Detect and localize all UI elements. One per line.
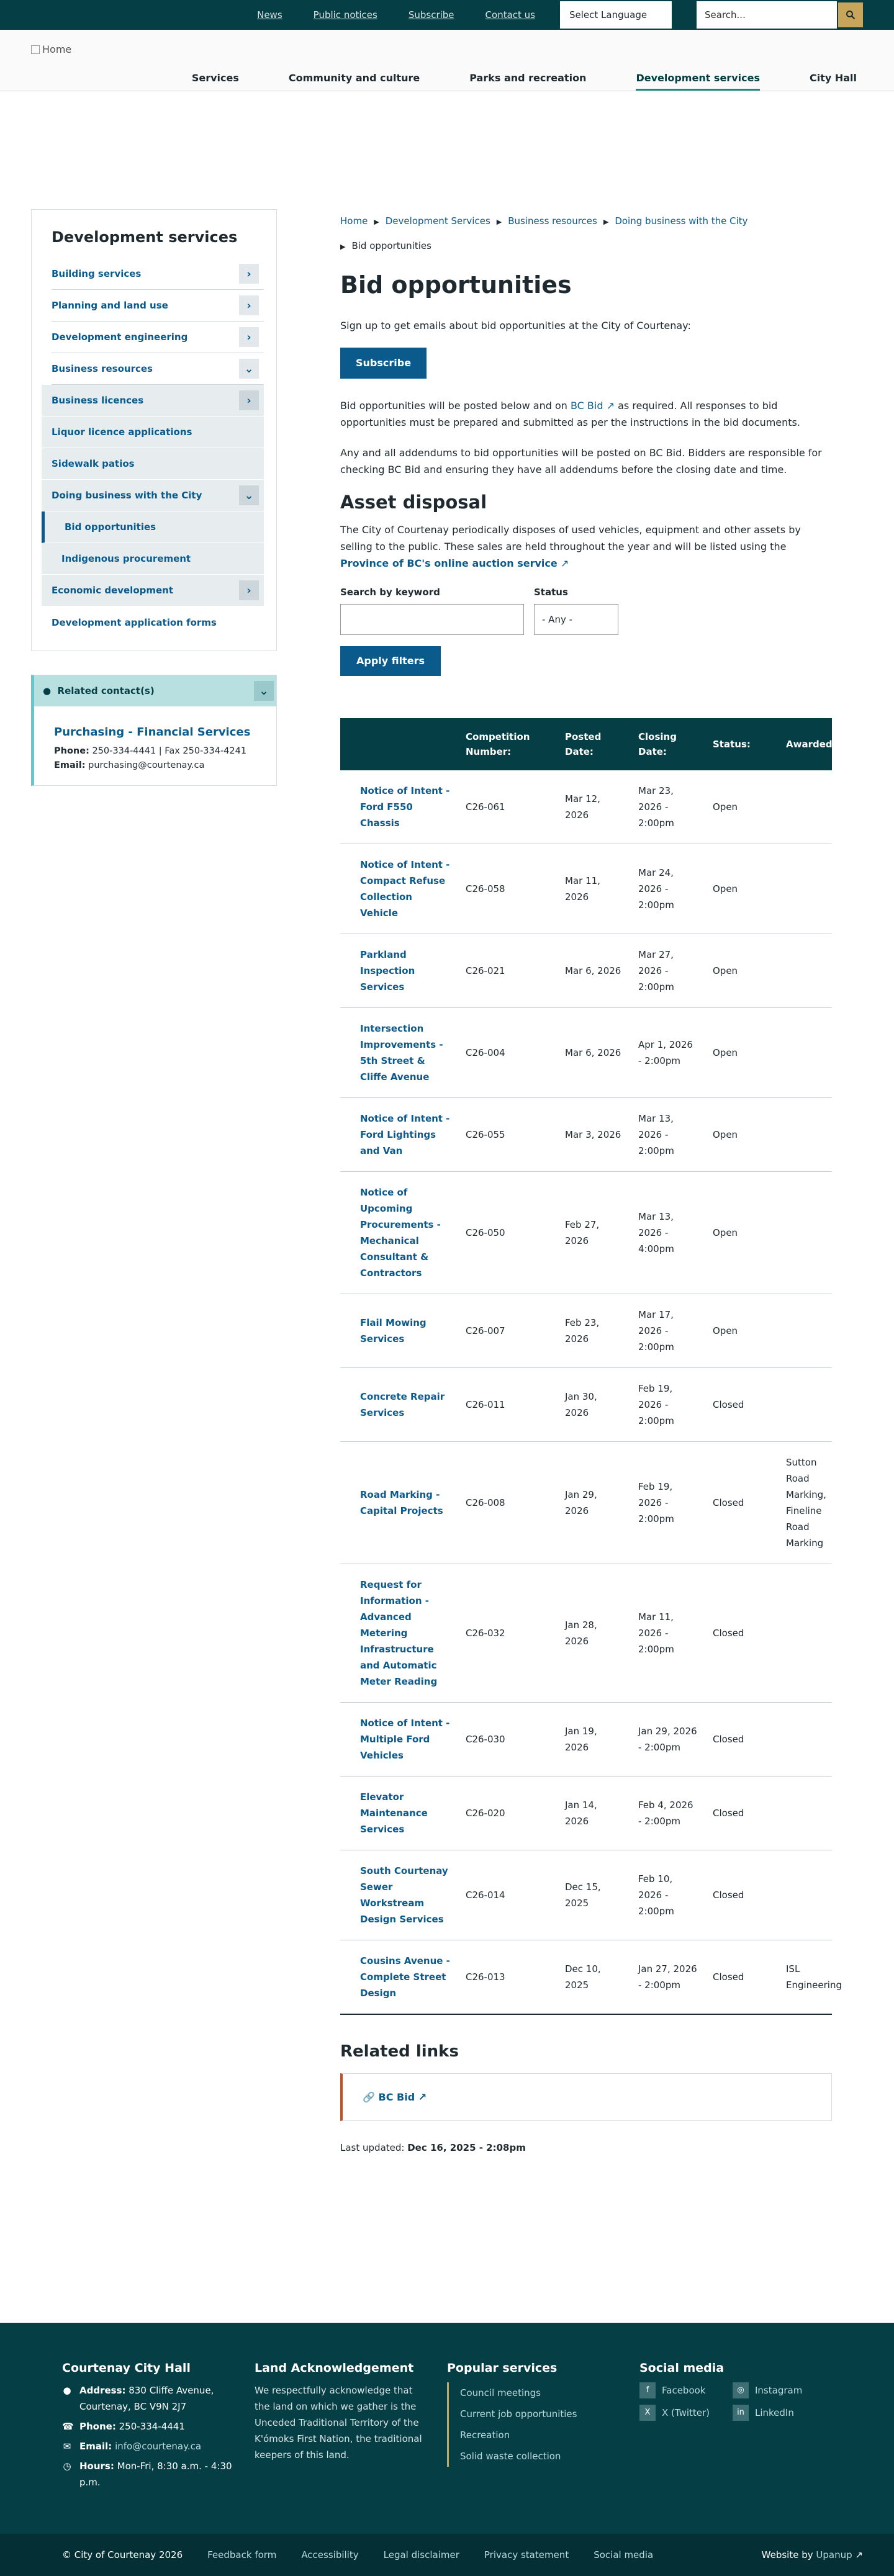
bid-title-link[interactable]: Elevator Maintenance Services	[340, 1777, 458, 1850]
table-cell	[779, 1850, 832, 1940]
table-cell: C26-008	[458, 1442, 558, 1564]
page-title: Bid opportunities	[340, 271, 572, 299]
last-updated	[340, 2142, 832, 2153]
instagram-icon: ◎	[733, 2382, 749, 2398]
bc-bid-link[interactable]: BC Bid	[570, 400, 603, 412]
link-icon: 🔗	[363, 2091, 375, 2103]
sidebar-item-planning[interactable]	[52, 290, 264, 322]
footer-heading: Popular services	[447, 2361, 558, 2375]
table-cell: C26-020	[458, 1777, 558, 1850]
phone-label: Phone:	[54, 746, 89, 756]
table-cell: Mar 12, 2026	[558, 770, 631, 844]
phone-label: Phone:	[79, 2421, 116, 2432]
table-cell: Open	[705, 1008, 779, 1098]
updated-label: Last updated:	[340, 2142, 405, 2153]
chevron-down-icon[interactable]: ⌄	[239, 359, 259, 379]
x-icon: X	[639, 2405, 656, 2421]
table-cell	[779, 844, 832, 934]
column-header	[340, 718, 458, 770]
external-link-icon: ↗	[560, 557, 569, 569]
table-row	[340, 1368, 832, 1442]
sidebar-item-patios[interactable]	[42, 448, 264, 480]
bid-title-link[interactable]: Notice of Upcoming Procurements - Mechanical Consultant & Contractors	[340, 1172, 458, 1294]
feedback-link[interactable]: Feedback form	[207, 2549, 277, 2560]
related-links-box	[340, 2073, 832, 2121]
table-cell: C26-021	[458, 934, 558, 1008]
table-cell: Closed	[705, 1940, 779, 2015]
column-header: Closing Date:	[631, 718, 705, 770]
asset-title: Asset disposal	[340, 492, 487, 513]
accessibility-link[interactable]: Accessibility	[301, 2549, 359, 2560]
contact-name: Purchasing - Financial Services	[54, 726, 251, 739]
bid-title-link[interactable]: Notice of Intent - Multiple Ford Vehicles	[340, 1703, 458, 1777]
table-cell	[779, 1172, 832, 1294]
table-cell: Dec 15, 2025	[558, 1850, 631, 1940]
table-cell: Mar 6, 2026	[558, 934, 631, 1008]
sidebar-item-label: Planning and land use	[52, 300, 168, 311]
social-media-link[interactable]: Social media	[594, 2549, 654, 2560]
table-cell	[779, 1008, 832, 1098]
table-cell	[779, 1294, 832, 1368]
table-cell: Open	[705, 1294, 779, 1368]
public-notices-link[interactable]: Public notices	[313, 9, 377, 20]
contact-phone: 250-334-4441 | Fax 250-334-4241	[92, 746, 247, 756]
text: The City of Courtenay periodically disposes of used vehicles, equipment and other assets by selling to the public. These sales are held throughout the year and will be listed using the	[340, 524, 801, 552]
table-cell: Open	[705, 934, 779, 1008]
sidebar-item-liquor[interactable]	[42, 417, 264, 448]
main-content	[340, 209, 842, 2153]
table-cell: Jan 30, 2026	[558, 1368, 631, 1442]
table-cell: Feb 10, 2026 - 2:00pm	[631, 1850, 705, 1940]
logo-alt-text: Home	[42, 43, 72, 55]
bid-title-link[interactable]: Parkland Inspection Services	[340, 934, 458, 1008]
table-cell: Mar 13, 2026 - 2:00pm	[631, 1098, 705, 1172]
chevron-right-icon[interactable]: ›	[239, 580, 259, 600]
table-cell: Feb 4, 2026 - 2:00pm	[631, 1777, 705, 1850]
column-header: Awarded	[779, 718, 832, 770]
sidebar-item-engineering[interactable]	[52, 322, 264, 353]
bid-title-link[interactable]: Road Marking - Capital Projects	[340, 1442, 458, 1564]
related-title: Related contact(s)	[57, 685, 155, 696]
privacy-link[interactable]: Privacy statement	[484, 2549, 569, 2560]
table-cell: C26-032	[458, 1564, 558, 1703]
bid-title-link[interactable]: South Courtenay Sewer Workstream Design Services	[340, 1850, 458, 1940]
legal-link[interactable]: Legal disclaimer	[383, 2549, 459, 2560]
sidebar-item-label: Indigenous procurement	[61, 553, 191, 564]
website-credit	[762, 2549, 863, 2560]
sidebar-item-label: Economic development	[52, 585, 174, 596]
column-header: Status:	[705, 718, 779, 770]
table-row	[340, 770, 832, 844]
bid-title-link[interactable]: Cousins Avenue - Complete Street Design	[340, 1940, 458, 2015]
table-cell: Mar 24, 2026 - 2:00pm	[631, 844, 705, 934]
table-cell: Closed	[705, 1850, 779, 1940]
person-icon: ●	[43, 685, 52, 696]
sidebar-item-indigenous[interactable]	[42, 543, 264, 575]
search-input[interactable]: Search...	[697, 1, 837, 29]
search-icon	[846, 10, 856, 20]
linkedin-icon: in	[733, 2405, 749, 2421]
home-logo[interactable]	[31, 43, 71, 55]
related-contacts-toggle[interactable]	[34, 675, 276, 706]
filter-form	[340, 587, 832, 635]
broken-image-icon	[31, 45, 40, 54]
nav-community-culture[interactable]: Community and culture	[288, 72, 420, 84]
footer-heading: Social media	[639, 2361, 725, 2375]
bid-paragraph	[340, 397, 832, 431]
breadcrumb: Home ▶ Development Services ▶ Business resources ▶ Doing business with the City ▶ Bid opportunities	[340, 215, 748, 251]
table-cell: Jan 27, 2026 - 2:00pm	[631, 1940, 705, 2015]
social-label[interactable]: Facebook	[662, 2385, 706, 2396]
table-row	[340, 1850, 832, 1940]
chevron-right-icon[interactable]: ›	[239, 295, 259, 315]
table-row	[340, 1703, 832, 1777]
table-cell: C26-007	[458, 1294, 558, 1368]
footer-land	[255, 2360, 447, 2494]
nav-parks-recreation[interactable]: Parks and recreation	[469, 72, 587, 84]
contact-card	[34, 706, 276, 785]
chevron-right-icon[interactable]: ›	[239, 264, 259, 284]
table-row	[340, 1564, 832, 1703]
footer-heading: Courtenay City Hall	[62, 2361, 191, 2375]
related-links-title: Related links	[340, 2042, 459, 2061]
chevron-right-icon[interactable]: ›	[239, 327, 259, 347]
upanup-link[interactable]: Upanup	[816, 2549, 852, 2560]
text: as required. All responses to bid opportunities must be prepared and submitted as per the instructions in the bid documents.	[340, 400, 800, 428]
column-header: Competition Number:	[458, 718, 558, 770]
table-row	[340, 1098, 832, 1172]
table-cell	[779, 934, 832, 1008]
table-cell: ISL Engineering	[779, 1940, 832, 2015]
table-cell: C26-055	[458, 1098, 558, 1172]
table-cell	[779, 770, 832, 844]
subscribe-button[interactable]: Subscribe	[340, 348, 427, 379]
sidebar-item-building[interactable]	[52, 258, 264, 290]
table-cell: Mar 11, 2026 - 2:00pm	[631, 1564, 705, 1703]
table-cell: Open	[705, 1098, 779, 1172]
table-cell: Jan 29, 2026	[558, 1442, 631, 1564]
social-label[interactable]: Instagram	[755, 2385, 803, 2396]
table-cell	[779, 1098, 832, 1172]
table-cell: Mar 13, 2026 - 4:00pm	[631, 1172, 705, 1294]
bid-title-link[interactable]: Notice of Intent - Ford Lightings and Van	[340, 1098, 458, 1172]
address-value: 830 Cliffe Avenue, Courtenay, BC V9N 2J7	[79, 2385, 214, 2412]
external-link-icon: ↗	[606, 400, 615, 412]
intro-text: Sign up to get emails about bid opportunities at the City of Courtenay:	[340, 320, 691, 331]
text: Bid opportunities will be posted below and on	[340, 400, 571, 412]
table-cell: C26-013	[458, 1940, 558, 2015]
table-cell: Apr 1, 2026 - 2:00pm	[631, 1008, 705, 1098]
table-cell	[779, 1564, 832, 1703]
jobs-link[interactable]: Current job opportunities	[447, 2403, 639, 2425]
chevron-down-icon[interactable]: ⌄	[239, 485, 259, 505]
updated-value: Dec 16, 2025 - 2:08pm	[407, 2142, 526, 2153]
bid-title-link[interactable]: Flail Mowing Services	[340, 1294, 458, 1368]
related-contacts	[31, 675, 277, 786]
council-meetings-link[interactable]: Council meetings	[447, 2382, 639, 2403]
table-row	[340, 1940, 832, 2015]
table-cell	[779, 1368, 832, 1442]
table-cell: Jan 28, 2026	[558, 1564, 631, 1703]
table-cell: C26-050	[458, 1172, 558, 1294]
table-row	[340, 1294, 832, 1368]
mail-icon: ✉	[63, 2441, 71, 2452]
table-row	[340, 1172, 832, 1294]
footer-email-link[interactable]: info@courtenay.ca	[115, 2441, 202, 2452]
table-cell: Feb 19, 2026 - 2:00pm	[631, 1442, 705, 1564]
sidebar-item-business-licences[interactable]	[42, 385, 264, 417]
table-cell: Mar 17, 2026 - 2:00pm	[631, 1294, 705, 1368]
status-label: Status	[534, 587, 568, 598]
table-cell: Closed	[705, 1564, 779, 1703]
table-cell: Mar 11, 2026	[558, 844, 631, 934]
sidebar-item-label: Development engineering	[52, 331, 188, 343]
table-cell: Feb 27, 2026	[558, 1172, 631, 1294]
table-cell: Mar 6, 2026	[558, 1008, 631, 1098]
social-label[interactable]: LinkedIn	[755, 2407, 794, 2418]
sidebar-item-forms[interactable]	[52, 606, 264, 638]
table-cell: Jan 14, 2026	[558, 1777, 631, 1850]
sidebar-item-label: Business resources	[52, 363, 153, 374]
address-label: Address:	[79, 2385, 126, 2396]
copyright: © City of Courtenay 2026	[62, 2549, 183, 2560]
phone-value: 250-334-4441	[119, 2421, 185, 2432]
contact-email[interactable]: purchasing@courtenay.ca	[88, 760, 205, 770]
table-row	[340, 934, 832, 1008]
external-link-icon: ↗	[418, 2091, 427, 2103]
nav-services[interactable]: Services	[191, 72, 239, 84]
table-cell: Mar 3, 2026	[558, 1098, 631, 1172]
social-label[interactable]: X (Twitter)	[662, 2407, 710, 2418]
external-link-icon: ↗	[855, 2549, 863, 2560]
table-row	[340, 1777, 832, 1850]
status-select[interactable]: - Any -	[534, 604, 618, 635]
land-text: We respectfully acknowledge that the land on which we gather is the Unceded Traditional Territory of the K'ómoks First Nation, the traditional keepers of this land.	[255, 2385, 422, 2461]
sidebar-item-label: Doing business with the City	[52, 490, 202, 501]
column-header: Posted Date:	[558, 718, 631, 770]
hours-label: Hours:	[79, 2461, 114, 2472]
utility-bar	[0, 0, 894, 30]
sidebar-item-label: Building services	[52, 268, 142, 279]
hours-value: Mon-Fri, 8:30 a.m. - 4:30 p.m.	[79, 2461, 232, 2488]
crumb-development[interactable]: Development Services	[385, 215, 490, 227]
table-cell: C26-030	[458, 1703, 558, 1777]
linkedin-link[interactable]	[733, 2405, 826, 2421]
nav-development-services[interactable]: Development services	[636, 72, 760, 91]
keyword-input[interactable]	[340, 604, 524, 635]
table-row	[340, 844, 832, 934]
crumb-current: Bid opportunities	[351, 240, 431, 251]
search-button[interactable]	[838, 2, 863, 27]
facebook-link[interactable]	[639, 2382, 733, 2398]
nav-city-hall[interactable]: City Hall	[809, 72, 857, 84]
sidebar-item-doing-business[interactable]	[42, 480, 264, 511]
credit-text: Website by	[761, 2549, 813, 2560]
recreation-link[interactable]: Recreation	[447, 2425, 639, 2446]
table-cell	[779, 1777, 832, 1850]
bids-table	[340, 718, 842, 2015]
table-cell: Closed	[705, 1777, 779, 1850]
table-cell: C26-058	[458, 844, 558, 934]
primary-nav	[142, 72, 857, 91]
footer-heading: Land Acknowledgement	[255, 2361, 414, 2375]
table-cell: C26-014	[458, 1850, 558, 1940]
bid-title-link[interactable]: Intersection Improvements - 5th Street & Cliffe Avenue	[340, 1008, 458, 1098]
main-header	[0, 30, 894, 91]
table-cell: Mar 23, 2026 - 2:00pm	[631, 770, 705, 844]
sidebar-item-label: Development application forms	[52, 616, 217, 628]
apply-filters-button[interactable]: Apply filters	[340, 646, 441, 676]
sidebar-item-label: Business licences	[52, 395, 144, 406]
sidebar-item-label: Sidewalk patios	[52, 458, 135, 469]
footer-city-hall	[62, 2360, 255, 2494]
email-label: Email:	[79, 2441, 112, 2452]
site-footer	[0, 2323, 894, 2576]
chevron-down-icon[interactable]: ⌄	[254, 681, 274, 701]
asset-paragraph	[340, 521, 832, 572]
table-cell: Jan 29, 2026 - 2:00pm	[631, 1703, 705, 1777]
table-cell: Feb 19, 2026 - 2:00pm	[631, 1368, 705, 1442]
contact-us-link[interactable]: Contact us	[485, 9, 535, 20]
crumb-business[interactable]: Business resources	[508, 215, 597, 227]
table-cell: Closed	[705, 1368, 779, 1442]
footer-bottom-bar	[0, 2534, 894, 2576]
waste-link[interactable]: Solid waste collection	[447, 2446, 639, 2467]
footer-popular	[447, 2360, 639, 2494]
chevron-right-icon[interactable]: ›	[239, 390, 259, 410]
bid-title-link[interactable]: Request for Information - Advanced Metering Infrastructure and Automatic Meter Reading	[340, 1564, 458, 1703]
language-select[interactable]: Select Language	[560, 1, 672, 29]
table-cell: Open	[705, 1172, 779, 1294]
table-cell	[779, 1703, 832, 1777]
keyword-label: Search by keyword	[340, 587, 440, 598]
email-label: Email:	[54, 760, 86, 770]
sidebar-item-label: Bid opportunities	[65, 521, 156, 533]
phone-icon: ☎	[62, 2421, 74, 2432]
sidebar-item-label: Liquor licence applications	[52, 426, 192, 438]
related-bc-bid-link[interactable]: BC Bid	[378, 2091, 415, 2103]
table-cell: C26-061	[458, 770, 558, 844]
crumb-home[interactable]: Home	[340, 215, 368, 227]
site-search	[697, 1, 863, 29]
auction-link[interactable]: Province of BC's online auction service	[340, 557, 558, 569]
instagram-link[interactable]	[733, 2382, 826, 2398]
table-cell: Closed	[705, 1703, 779, 1777]
section-sidebar	[31, 209, 277, 651]
bid-title-link[interactable]: Notice of Intent - Ford F550 Chassis	[340, 770, 458, 844]
crumb-doing-business[interactable]: Doing business with the City	[615, 215, 748, 227]
clock-icon: ◷	[63, 2461, 71, 2472]
subscribe-link[interactable]: Subscribe	[408, 9, 454, 20]
footer-social	[639, 2360, 832, 2494]
table-row	[340, 1442, 832, 1564]
table-cell: Sutton Road Marking, Fineline Road Marking	[779, 1442, 832, 1564]
table-cell: Open	[705, 770, 779, 844]
sidebar-item-bid-opportunities[interactable]	[42, 511, 264, 543]
sidebar-item-business-resources[interactable]	[52, 353, 264, 385]
sidebar-item-economic[interactable]	[42, 575, 264, 606]
table-row	[340, 1008, 832, 1098]
location-icon: ●	[63, 2385, 71, 2396]
news-link[interactable]: News	[257, 9, 282, 20]
facebook-icon: f	[639, 2382, 656, 2398]
table-cell: Feb 23, 2026	[558, 1294, 631, 1368]
table-cell: Jan 19, 2026	[558, 1703, 631, 1777]
bid-title-link[interactable]: Concrete Repair Services	[340, 1368, 458, 1442]
table-cell: C26-004	[458, 1008, 558, 1098]
twitter-link[interactable]	[639, 2405, 733, 2421]
bid-title-link[interactable]: Notice of Intent - Compact Refuse Collection Vehicle	[340, 844, 458, 934]
table-cell: C26-011	[458, 1368, 558, 1442]
table-cell: Dec 10, 2025	[558, 1940, 631, 2015]
addendum-paragraph: Any and all addendums to bid opportunities will be posted on BC Bid. Bidders are responsible for checking BC Bid and ensuring they have all addendums before the closing date and time.	[340, 447, 822, 475]
table-cell: Closed	[705, 1442, 779, 1564]
table-cell: Mar 27, 2026 - 2:00pm	[631, 934, 705, 1008]
sidebar-title: Development services	[52, 228, 238, 246]
table-cell: Open	[705, 844, 779, 934]
